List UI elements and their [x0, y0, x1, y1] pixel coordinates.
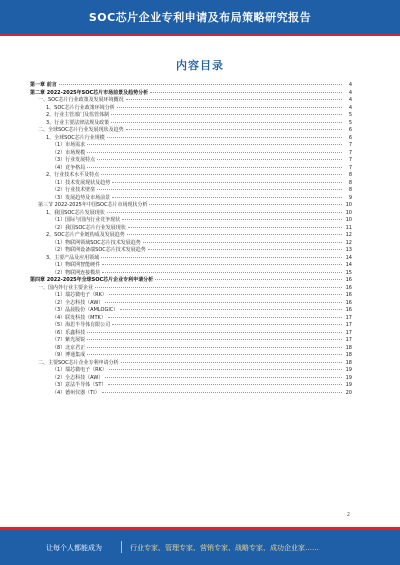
toc-leader-dots	[112, 182, 342, 183]
toc-entry[interactable]	[30, 225, 352, 233]
toc-leader-dots	[101, 257, 342, 258]
toc-entry-page: 15	[345, 269, 352, 276]
toc-entry-text: 一、国内外行业主要企业	[38, 284, 94, 291]
toc-entry-text: （9）博通集成	[52, 352, 86, 358]
toc-entry[interactable]	[30, 367, 352, 375]
toc-entry[interactable]	[30, 390, 352, 398]
toc-entry-text: （7）紫光展锐	[52, 337, 86, 343]
toc-entry-text: （2）行业技术壁垒	[52, 187, 96, 193]
toc-entry[interactable]	[30, 82, 352, 90]
toc-entry[interactable]	[30, 247, 352, 255]
toc-entry-page: 17	[345, 322, 352, 328]
toc-entry-text: 二、主要SOC芯片企业专利申请分析	[38, 359, 119, 366]
top-banner	[0, 0, 400, 34]
toc-entry[interactable]	[30, 187, 352, 195]
toc-leader-dots	[109, 294, 342, 295]
toc-entry[interactable]	[30, 255, 352, 263]
toc-entry-page: 10	[345, 202, 352, 208]
toc-entry-page: 7	[348, 157, 352, 163]
bottom-banner	[0, 527, 400, 565]
toc-entry-page: 12	[345, 239, 352, 246]
toc-leader-dots	[102, 392, 342, 393]
toc-entry-page: 7	[348, 164, 352, 171]
toc-entry-text: （2）物联网连接模块	[52, 269, 101, 276]
toc-entry[interactable]	[30, 195, 352, 203]
toc-leader-dots	[105, 302, 342, 303]
toc-entry[interactable]	[30, 97, 352, 105]
toc-entry-page: 16	[345, 299, 352, 306]
toc-entry-page: 13	[345, 247, 352, 253]
toc-entry-page: 19	[345, 382, 352, 388]
report-title: SOC芯片企业专利申请及布局策略研究报告	[88, 11, 312, 24]
toc-entry-page: 4	[348, 104, 352, 111]
toc-leader-dots	[102, 272, 342, 273]
toc-entry[interactable]	[30, 375, 352, 383]
toc-entry-text: 1、SOC芯片行业政策环境分析	[46, 104, 115, 111]
toc-entry-text: 第三节 2022-2025年中国SOC芯片市场现状分析	[38, 202, 148, 208]
toc-entry[interactable]	[30, 135, 352, 143]
toc-leader-dots	[112, 197, 342, 198]
toc-entry[interactable]	[30, 120, 352, 128]
toc-leader-dots	[87, 332, 342, 333]
toc-leader-dots	[101, 174, 342, 175]
toc-entry-text: （3）晶晨股份（AMLOGIC）	[52, 307, 119, 313]
toc-entry-page: 20	[345, 389, 352, 396]
toc-entry[interactable]	[30, 202, 352, 210]
toc-entry-text: 3、行业主要法律法规及政策	[46, 119, 110, 126]
toc-entry[interactable]	[30, 150, 352, 158]
page-number: 2	[346, 512, 350, 518]
toc-entry-page: 18	[345, 352, 352, 358]
toc-leader-dots	[105, 377, 342, 378]
footer-services: 行业专家、管理专家、营销专家、战略专家、成功企业家……	[130, 544, 319, 552]
toc-entry-page: 6	[348, 127, 352, 133]
toc-entry[interactable]	[30, 127, 352, 135]
toc-entry-text: （2）全志科技（AW）	[52, 374, 104, 381]
toc-entry-text: （3）发展趋势及市场前景	[52, 194, 111, 201]
toc-leader-dots	[108, 384, 342, 385]
toc-entry[interactable]	[30, 157, 352, 165]
toc-leader-dots	[126, 99, 342, 100]
toc-entry-text: （2）全志科技（AW）	[52, 299, 104, 306]
toc-entry[interactable]	[30, 172, 352, 180]
toc-entry-text: （3）意法半导体（ST）	[52, 382, 107, 388]
toc-entry[interactable]	[30, 337, 352, 345]
toc-entry-page: 8	[348, 187, 352, 193]
toc-entry[interactable]	[30, 270, 352, 278]
toc-entry-text: （1）瑞芯微电子（RK）	[52, 292, 107, 298]
toc-entry-page: 4	[348, 82, 352, 88]
toc-entry-page: 4	[348, 89, 352, 96]
toc-entry-page: 18	[345, 344, 352, 351]
toc-entry[interactable]	[30, 300, 352, 308]
toc-entry-page: 19	[345, 374, 352, 381]
toc-entry[interactable]	[30, 352, 352, 360]
toc-entry-text: 1、我国SOC芯片发展现状	[46, 209, 105, 216]
toc-leader-dots	[87, 354, 342, 355]
toc-entry-page: 17	[345, 314, 352, 321]
toc-entry-page: 6	[348, 134, 352, 141]
toc-entry-page: 7	[348, 149, 352, 156]
toc-entry-page: 19	[345, 367, 352, 373]
toc-entry[interactable]	[30, 210, 352, 218]
toc-entry-page: 10	[345, 217, 352, 223]
footer-divider	[121, 541, 122, 553]
toc-entry-page: 16	[345, 284, 352, 291]
toc-leader-dots	[102, 264, 342, 265]
toc-entry-text: 第二章 2022-2025年SOC芯片市场前景及趋势分析	[30, 89, 149, 96]
toc-leader-dots	[120, 309, 342, 310]
toc-leader-dots	[59, 84, 342, 85]
toc-entry-page: 5	[348, 119, 352, 126]
toc-leader-dots	[128, 227, 342, 228]
toc-entry[interactable]	[30, 105, 352, 113]
toc-entry-page: 17	[345, 329, 352, 336]
toc-leader-dots	[97, 189, 342, 190]
toc-entry-page: 8	[348, 172, 352, 178]
table-of-contents	[30, 82, 352, 397]
toc-entry[interactable]	[30, 142, 352, 150]
toc-entry-page: 4	[348, 97, 352, 103]
toc-entry[interactable]	[30, 277, 352, 285]
toc-leader-dots	[126, 129, 342, 130]
toc-entry-text: （1）物联网智能硬件	[52, 262, 101, 268]
toc-entry[interactable]	[30, 217, 352, 225]
toc-entry-text: （1）国际与国内行业竞争现状	[52, 217, 121, 223]
toc-entry[interactable]	[30, 382, 352, 390]
toc-entry-text: （5）海思半导体有限公司	[52, 322, 111, 328]
toc-entry-page: 9	[348, 194, 352, 201]
toc-leader-dots	[95, 287, 342, 288]
toc-leader-dots	[87, 167, 342, 168]
toc-leader-dots	[111, 114, 342, 115]
toc-entry[interactable]	[30, 360, 352, 368]
toc-entry[interactable]	[30, 307, 352, 315]
toc-leader-dots	[87, 347, 342, 348]
toc-entry-text: （1）瑞芯微电子（RK）	[52, 367, 107, 373]
toc-entry-text: （2）市场规模	[52, 149, 86, 156]
toc-leader-dots	[107, 137, 342, 138]
toc-leader-dots	[97, 159, 342, 160]
toc-leader-dots	[149, 204, 342, 205]
toc-entry[interactable]	[30, 322, 352, 330]
toc-entry-text: （4）德州仪器（TI）	[52, 389, 100, 396]
toc-leader-dots	[155, 279, 342, 280]
toc-leader-dots	[111, 122, 342, 123]
toc-leader-dots	[148, 249, 342, 250]
toc-leader-dots	[127, 234, 342, 235]
toc-entry-page: 11	[345, 224, 352, 231]
toc-entry-text: （1）市场需求	[52, 142, 86, 148]
toc-entry-text: （2）我国SOC芯片行业发展现状	[52, 224, 126, 231]
toc-entry[interactable]	[30, 112, 352, 120]
toc-entry[interactable]	[30, 232, 352, 240]
toc-leader-dots	[108, 317, 342, 318]
toc-entry[interactable]	[30, 90, 352, 98]
toc-entry-text: 二、全球SOC芯片行业发展现状及趋势	[38, 127, 124, 133]
page-title: 内容目录	[176, 59, 224, 72]
toc-leader-dots	[109, 369, 342, 370]
toc-entry-text: 3、主要产品及应用领域	[46, 254, 100, 261]
toc-entry[interactable]	[30, 180, 352, 188]
toc-entry-page: 18	[345, 359, 352, 366]
toc-entry-text: 2、行业主管部门及监管体制	[46, 112, 110, 118]
toc-leader-dots	[122, 219, 342, 220]
toc-entry-text: 一、SOC芯片行业政策及发展环境概况	[38, 97, 124, 103]
toc-entry-text: （2）物联网设备端SOC芯片技术发展趋势	[52, 247, 146, 253]
toc-entry[interactable]	[30, 285, 352, 293]
toc-leader-dots	[143, 242, 342, 243]
toc-entry-page: 16	[345, 277, 352, 283]
toc-entry-page: 16	[345, 307, 352, 313]
toc-leader-dots	[150, 92, 342, 93]
toc-entry[interactable]	[30, 240, 352, 248]
top-accent-rule	[0, 34, 400, 36]
toc-leader-dots	[87, 144, 342, 145]
toc-entry-page: 14	[345, 262, 352, 268]
toc-entry-page: 5	[348, 112, 352, 118]
toc-entry-text: 第四章 2022-2025年全球SOC芯片企业专利申请分析	[30, 277, 154, 283]
toc-leader-dots	[112, 324, 342, 325]
toc-entry[interactable]	[30, 262, 352, 270]
toc-entry-text: （1）技术发展现状及趋势	[52, 179, 111, 186]
toc-entry-text: 1、全球SOC芯片行业规模	[46, 134, 105, 141]
toc-entry-text: （4）竞争格局	[52, 164, 86, 171]
toc-entry[interactable]	[30, 165, 352, 173]
toc-entry-text: （4）联发科技（MTK）	[52, 314, 106, 321]
toc-entry[interactable]	[30, 345, 352, 353]
toc-leader-dots	[121, 362, 342, 363]
toc-entry-page: 17	[345, 337, 352, 343]
toc-entry-text: （8）北京君正	[52, 344, 86, 351]
toc-entry-page: 12	[345, 232, 352, 238]
bottom-accent-rule	[0, 527, 400, 530]
toc-entry-page: 16	[345, 292, 352, 298]
toc-leader-dots	[107, 212, 342, 213]
toc-entry-page: 14	[345, 254, 352, 261]
toc-entry-page: 10	[345, 209, 352, 216]
toc-entry-text: 2、SOC芯片产业链构成及发展趋势	[46, 232, 125, 238]
toc-leader-dots	[117, 107, 342, 108]
toc-entry-page: 8	[348, 179, 352, 186]
toc-entry-text: （1）物联网领域SOC芯片技术发展趋势	[52, 239, 141, 246]
footer-slogan: 让每个人都能成为	[46, 544, 102, 552]
toc-entry-page: 7	[348, 142, 352, 148]
toc-entry-text: （6）乐鑫科技	[52, 329, 86, 336]
toc-entry[interactable]	[30, 330, 352, 338]
toc-entry-text: 第一章 前言	[30, 82, 57, 88]
toc-leader-dots	[87, 152, 342, 153]
toc-entry[interactable]	[30, 315, 352, 323]
toc-entry-text: （3）行业发展特点	[52, 157, 96, 163]
toc-entry-text: 2、行业技术水平及特点	[46, 172, 100, 178]
toc-leader-dots	[87, 339, 342, 340]
toc-entry[interactable]	[30, 292, 352, 300]
